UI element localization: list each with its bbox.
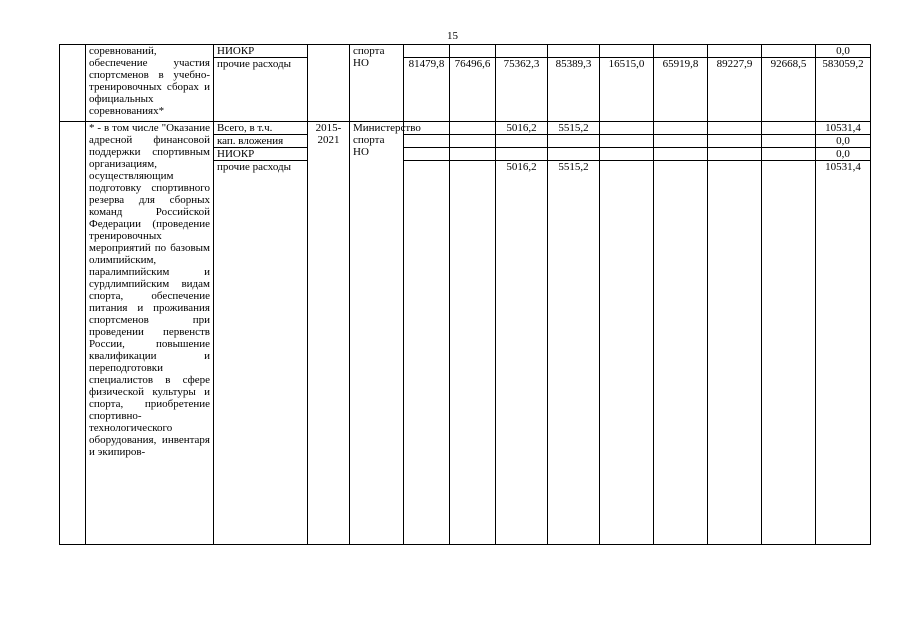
value-cell	[496, 148, 548, 161]
expense-type: прочие расходы	[214, 58, 308, 122]
value-cell: 65919,8	[654, 58, 708, 122]
value-cell	[762, 148, 816, 161]
value-cell: 89227,9	[708, 58, 762, 122]
total-cell: 0,0	[816, 135, 871, 148]
value-cell	[600, 161, 654, 545]
value-cell: 5016,2	[496, 122, 548, 135]
value-cell	[708, 122, 762, 135]
value-cell	[404, 45, 450, 58]
value-cell	[450, 161, 496, 545]
value-cell	[450, 45, 496, 58]
page-number: 15	[447, 30, 458, 42]
table-row	[60, 122, 871, 135]
empty-cell	[60, 45, 86, 122]
value-cell	[654, 161, 708, 545]
value-cell	[600, 45, 654, 58]
value-cell: 5016,2	[496, 161, 548, 545]
value-cell	[450, 122, 496, 135]
value-cell	[548, 135, 600, 148]
value-cell: 81479,8	[404, 58, 450, 122]
value-cell	[762, 45, 816, 58]
total-cell: 0,0	[816, 148, 871, 161]
value-cell: 92668,5	[762, 58, 816, 122]
executor-cell: спорта НО	[350, 45, 404, 122]
value-cell	[450, 148, 496, 161]
total-cell: 0,0	[816, 45, 871, 58]
value-cell: 76496,6	[450, 58, 496, 122]
total-cell: 10531,4	[816, 161, 871, 545]
value-cell	[404, 148, 450, 161]
value-cell	[708, 148, 762, 161]
total-cell: 10531,4	[816, 122, 871, 135]
value-cell	[708, 135, 762, 148]
value-cell	[654, 45, 708, 58]
value-cell: 85389,3	[548, 58, 600, 122]
expense-type: прочие расходы	[214, 161, 308, 545]
value-cell	[762, 135, 816, 148]
value-cell: 5515,2	[548, 122, 600, 135]
period-cell: 2015-2021	[308, 122, 350, 545]
value-cell	[708, 45, 762, 58]
value-cell	[654, 148, 708, 161]
period-cell	[308, 45, 350, 122]
value-cell	[654, 122, 708, 135]
budget-table	[59, 44, 871, 545]
expense-type: Всего, в т.ч.	[214, 122, 308, 135]
activity-description: * - в том числе "Оказание адресной финансовой поддержки спортивным организациям, осуществляющим подготовку спортивного резерва для сборных команд Российской Федерации (проведение тренировочных мероприятий по базовым олимпийским, паралимпийским и сурдлимпийским видам спорта, обеспечение питания и проживания спортсменов при проведении первенств России, повышение квалификации и переподготовки специалистов в сфере физической культуры и спорта, приобретение спортивно-технологического оборудования, инвентаря и экипиров-	[86, 122, 214, 545]
expense-type: НИОКР	[214, 148, 308, 161]
value-cell: 5515,2	[548, 161, 600, 545]
value-cell	[404, 135, 450, 148]
value-cell	[496, 135, 548, 148]
value-cell	[762, 161, 816, 545]
value-cell	[404, 161, 450, 545]
expense-type: кап. вложения	[214, 135, 308, 148]
value-cell	[708, 161, 762, 545]
value-cell	[600, 122, 654, 135]
value-cell	[548, 148, 600, 161]
total-cell: 583059,2	[816, 58, 871, 122]
value-cell	[762, 122, 816, 135]
value-cell: 16515,0	[600, 58, 654, 122]
executor-cell: Министерство спорта НО	[350, 122, 404, 545]
value-cell	[654, 135, 708, 148]
activity-description: соревнований, обеспечение участия спортсменов в учебно-тренировочных сборах и официальных соревнованиях*	[86, 45, 214, 122]
table-row	[60, 45, 871, 58]
value-cell	[548, 45, 600, 58]
value-cell: 75362,3	[496, 58, 548, 122]
value-cell	[600, 148, 654, 161]
expense-type: НИОКР	[214, 45, 308, 58]
empty-cell	[60, 122, 86, 545]
value-cell	[450, 135, 496, 148]
value-cell	[600, 135, 654, 148]
value-cell	[496, 45, 548, 58]
